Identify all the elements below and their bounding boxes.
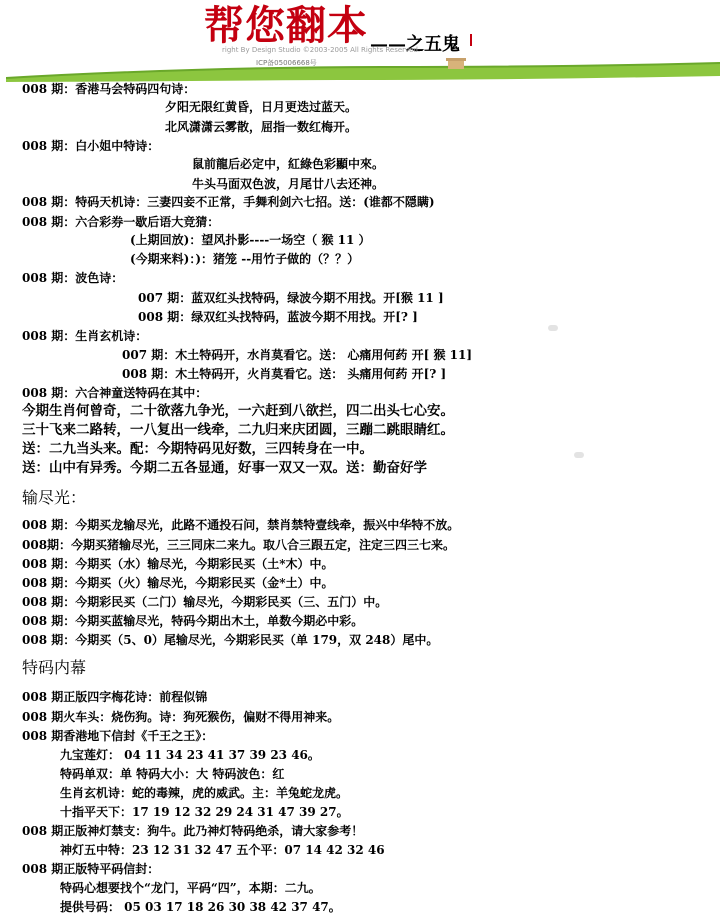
header-banner [0,0,720,82]
text-line: 008 期正版四字梅花诗：前程似锦 [22,690,208,704]
icp-text: ICP备05006668号 [256,59,317,67]
text-line: 008 期：今期买（水）输尽光，今期彩民买（土*木）中。 [22,557,334,571]
text-line: 008 期：波色诗： [22,271,124,285]
text-line: 九宝莲灯： 04 11 34 23 41 37 39 23 46。 [60,748,320,762]
text-line: (上期回放)：望风扑影----一场空（ 猴 11 ） [130,233,371,247]
text-line: 008 期：白小姐中特诗： [22,139,160,153]
text-line: 008 期：绿双红头找特码，蓝波今期不用找。开[? ] [138,310,418,324]
text-line: 牛头马面双色波，月尾廿八去还神。 [192,177,385,191]
text-line: 008 期：今期买（5、0）尾输尽光，今期彩民买（单 179，双 248）尾中。 [22,633,439,647]
brand-subtitle: ——之五鬼 [370,34,460,55]
text-line: 北风潇潇云雾散，屈指一数红梅开。 [165,120,358,134]
text-line: 今期生肖何曾奇，二十欲落九争光，一六赶到八欲拦，四二出头七心安。 [22,403,454,419]
text-line: 008 期正版神灯禁支：狗牛。此乃神灯特码绝杀，请大家参考！ [22,824,364,838]
text-line: 008 期香港地下信封《千王之王》： [22,729,214,743]
section-heading: 输尽光： [22,488,87,507]
text-line: 008 期火车头：烧伤狗。诗：狗死猴伤，偏财不得用神来。 [22,710,340,724]
text-line: 神灯五中特：23 12 31 32 47 五个平：07 14 42 32 46 [60,843,385,857]
text-line: 送：二九当头来。配：今期特码见好数，三四转身在一中。 [22,441,373,457]
text-line: 008 期：今期彩民买（二门）输尽光，今期彩民买（三、五门）中。 [22,595,388,609]
text-line: 008 期：六合神童送特码在其中： [22,386,208,400]
text-line: (今期来料)：)：猪笼 --用竹子做的（？？） [130,252,360,266]
decorative-dot [574,452,584,458]
decorative-dot [548,325,558,331]
text-line: 送：山中有异秀。今期二五各显通，好事一双又一双。送：勤奋好学 [22,460,427,476]
text-line: 特码心想要找个“龙门，平码“四”，本期：二九。 [60,881,321,895]
text-line: 008 期：今期买蓝输尽光，特码今期出木土，单数今期必中彩。 [22,614,364,628]
text-line: 008 期：木土特码开，火肖莫看它。送： 头痛用何药 开[? ] [122,367,447,381]
text-line: 008 期：生肖玄机诗： [22,329,148,343]
text-line: 008 期：今期买龙输尽光，此路不通投石问，禁肖禁特壹线牵，振兴中华特不放。 [22,518,460,532]
text-line: 生肖玄机诗：蛇的毒辣，虎的威武。主：羊兔蛇龙虎。 [60,786,349,800]
text-line: 008 期：今期买（火）输尽光，今期彩民买（金*土）中。 [22,576,334,590]
text-line: 007 期：蓝双红头找特码，绿波今期不用找。开[猴 11 ] [138,291,444,305]
copyright-text: right By Design Studio ©2003-2005 All Rights Reserved. [222,46,421,54]
grass-strip-graphic [6,58,720,82]
text-line: 008 期：特码天机诗：三妻四妾不正常，手舞利剑六七招。送：(谁都不隠瞒) [22,195,435,209]
text-line: 008 期：六合彩券一歇后语大竞猜： [22,215,220,229]
brand-title: 帮您翻本 [204,2,368,49]
section-heading: 特码内幕 [22,658,87,677]
text-line: 008期：今期买猪输尽光，三三同床二来九。取八合三跟五定，注定三四三七来。 [22,538,456,552]
text-line: 三十飞来二路转，一八复出一线牵，二九归来庆团圆，三蹦二跳眼睛红。 [22,422,454,438]
text-line: 鼠前龍后必定中，紅綠色彩顯中來。 [192,157,385,171]
text-line: 008 期：香港马会特码四句诗： [22,82,196,96]
text-line: 夕阳无限红黄昏，日月更迭过蓝天。 [165,100,358,114]
red-tick [470,34,472,46]
text-line: 特码单双：单 特码大小：大 特码波色：红 [60,767,285,781]
text-line: 007 期：木土特码开，水肖莫看它。送： 心痛用何药 开[ 猴 11] [122,348,472,362]
text-line: 008 期正版特平码信封： [22,862,160,876]
text-line: 十指平天下：17 19 12 32 29 24 31 47 39 27。 [60,805,349,819]
text-line: 提供号码： 05 03 17 18 26 30 38 42 37 47。 [60,900,341,914]
